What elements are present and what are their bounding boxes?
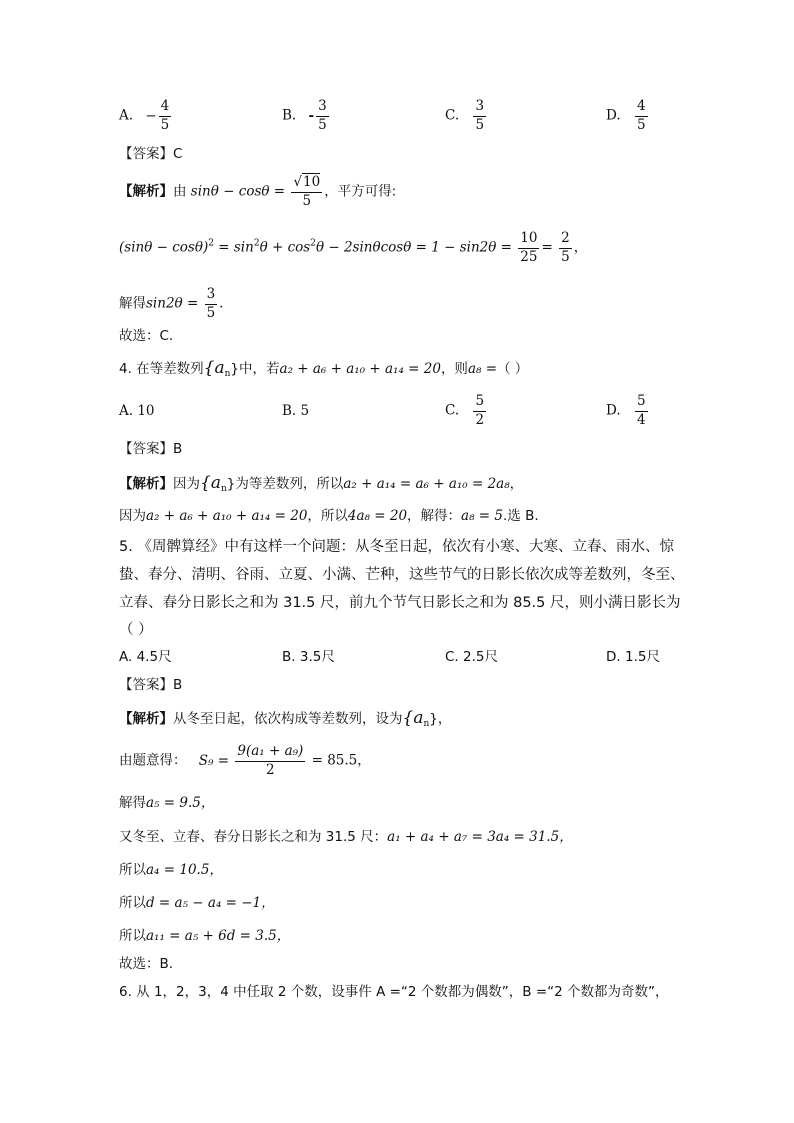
analysis-text: 由	[173, 183, 187, 200]
fraction-denominator: 5	[160, 116, 170, 133]
q3-analysis-line2: $(\sin\theta - \cos\theta)^2 = \sin^2\theta + \cos^2\theta - 2\sin\theta\cos\theta = 1 - \sin 2\theta$ = $\frac{10}{25}$ = $\frac{2}{5}$ ，	[119, 230, 588, 265]
sequence-notation: {a	[200, 473, 221, 493]
q5-choose: 故选：B.	[119, 956, 174, 972]
fraction-numerator: 4	[159, 100, 172, 117]
question-text: }中，若	[230, 361, 280, 377]
option-sign: -	[308, 107, 315, 124]
fraction-denominator: 4	[636, 411, 646, 428]
analysis-text: ，所以	[307, 508, 348, 524]
q4-option-b	[282, 405, 309, 419]
equation-fraction	[518, 232, 539, 264]
q4-option-d	[606, 395, 650, 427]
fraction-denominator: 5	[318, 116, 327, 133]
q4-answer: 【答案】B	[119, 441, 183, 457]
equation: S₉ =	[198, 752, 230, 769]
analysis-label: 【解析】	[119, 183, 173, 200]
equation: sin2θ =	[146, 295, 199, 312]
analysis-text: }为等差数列，所以	[226, 476, 344, 492]
option-label: C.	[445, 402, 460, 419]
fraction-denominator: 5	[302, 192, 312, 209]
option-label: B.	[282, 649, 296, 665]
option-fraction	[635, 100, 648, 132]
q5-stem-line1: 5. 《周髀算经》中有这样一个问题：从冬至日起，依次有小寒、大寒、立春、雨水、惊	[119, 539, 674, 555]
q4-option-a	[119, 405, 155, 419]
option-label: A.	[119, 107, 134, 124]
option-sign: −	[145, 107, 157, 124]
q5-analysis-line5	[119, 864, 223, 878]
option-label: D.	[606, 402, 621, 419]
q4-stem: 4. 在等差数列$\{a_n\}$中，若a₂ + a₆ + a₁₀ + a₁₄ = 20，则a₈ =（ ）	[119, 358, 529, 379]
fraction-numerator: 3	[316, 100, 329, 117]
q6-stem: 6. 从 1，2，3，4 中任取 2 个数，设事件 A =“2 个数都为偶数”，B =“2 个数都为奇数”，	[119, 984, 669, 1000]
option-text: 3.5尺	[299, 649, 335, 665]
analysis-text: 又冬至、立春、春分日影长之和为 31.5 尺：	[119, 829, 388, 845]
option-text: 1.5尺	[624, 649, 660, 665]
fraction-numerator: 10	[518, 232, 539, 249]
equation: a₈ = 5	[461, 508, 503, 524]
q5-stem-line2: 蛰、春分、清明、谷雨、立夏、小满、芒种，这些节气的日影长依次成等差数列，冬至、	[119, 567, 685, 583]
analysis-label: 【解析】	[119, 476, 173, 492]
question-text: 4. 在等差数列	[119, 361, 204, 377]
q3-option-c	[445, 100, 488, 132]
equation: a₄ = 10.5，	[146, 862, 223, 878]
equation: a₅ = 9.5，	[146, 795, 215, 811]
q4-analysis-line1: 【解析】因为$\{a_n\}$为等差数列，所以a₂ + a₁₄ = a₆ + a₁₀ = 2a₈，	[119, 473, 524, 494]
analysis-text: 因为	[119, 508, 146, 524]
option-label: C.	[445, 649, 459, 665]
option-label: D.	[606, 649, 621, 665]
fraction-denominator: 25	[520, 248, 538, 265]
analysis-text: 因为	[173, 476, 200, 492]
equation-fraction	[559, 232, 572, 264]
equation-fraction: $\frac{√10}{5}$	[293, 174, 321, 209]
option-label: D.	[606, 107, 621, 124]
equation: sinθ − cosθ =	[190, 183, 286, 200]
option-label: C.	[445, 107, 460, 124]
q4-option-c	[445, 395, 488, 427]
analysis-text: 从冬至日起，依次构成等差数列，设为	[173, 711, 403, 727]
option-label: B.	[282, 107, 297, 124]
analysis-text: 所以	[119, 862, 146, 878]
equation: = 85.5，	[311, 752, 371, 769]
option-label: A.	[119, 403, 134, 419]
analysis-text: ，	[509, 476, 524, 492]
sequence-notation: {a	[203, 358, 225, 378]
option-label: A.	[119, 649, 133, 665]
option-text: 4.5尺	[136, 649, 172, 665]
equation: a₁ + a₄ + a₇ = 3a₄ = 31.5，	[387, 829, 573, 845]
equation: 4a₈ = 20	[347, 508, 408, 524]
analysis-text: 解得	[119, 795, 146, 811]
fraction-denominator: 5	[206, 304, 216, 321]
option-text: 2.5尺	[463, 649, 498, 665]
q5-option-b	[282, 651, 335, 665]
q5-analysis-line2	[119, 745, 371, 777]
analysis-text: 所以	[119, 895, 146, 911]
analysis-text: .选 B.	[503, 508, 539, 524]
fraction-numerator: 3	[205, 288, 218, 305]
q5-analysis-line7	[119, 930, 290, 944]
equation: (sinθ − cosθ)	[119, 239, 209, 256]
fraction-denominator: 5	[636, 116, 646, 133]
q5-option-a	[119, 651, 172, 665]
equation: a₂ + a₁₄ = a₆ + a₁₀ = 2a₈	[343, 476, 510, 492]
equation: θ − 2sinθcosθ = 1 − sin2θ =	[315, 239, 512, 256]
q5-answer: 【答案】B	[119, 677, 183, 693]
fraction-denominator: 5	[475, 116, 485, 133]
option-fraction	[635, 395, 648, 427]
equation: d = a₅ − a₄ = −1，	[146, 895, 275, 911]
q3-choose: 故选：C.	[119, 328, 174, 344]
option-text: 5	[300, 403, 310, 419]
analysis-text: }，	[429, 711, 452, 727]
q4-analysis-line2	[119, 510, 539, 524]
analysis-label: 【解析】	[119, 711, 173, 727]
q5-option-d	[606, 651, 660, 665]
q3-analysis-line1	[119, 176, 396, 208]
fraction-denominator: 2	[266, 761, 275, 778]
fraction-numerator: 3	[473, 100, 486, 117]
q3-option-d	[606, 100, 650, 132]
equation: = sin	[218, 239, 254, 256]
fraction-numerator: 5	[635, 395, 648, 412]
question-text: ，则	[440, 361, 468, 377]
q5-analysis-line3	[119, 797, 214, 811]
q5-stem-line4: （ ）	[119, 622, 153, 638]
option-fraction	[159, 100, 172, 132]
fraction-numerator: 2	[559, 232, 572, 249]
analysis-text: ，平方可得:	[324, 183, 397, 200]
sequence-notation: {a	[402, 708, 424, 728]
answer-blank: （ ）	[497, 361, 529, 377]
q5-stem-line3: 立春、春分日影长之和为 31.5 尺，前九个节气日影长之和为 85.5 尺，则小满日影长为	[119, 595, 681, 611]
sqrt-radicand: 10	[303, 174, 321, 190]
analysis-text: ，解得：	[407, 508, 462, 524]
q5-analysis-line1: 【解析】从冬至日起，依次构成等差数列，设为$\{a_n\}$，	[119, 708, 452, 729]
fraction-numerator: 9(a₁ + a₉)	[235, 745, 305, 762]
fraction-denominator: 5	[561, 248, 570, 265]
equation: a₁₁ = a₅ + 6d = 3.5，	[146, 928, 291, 944]
fraction-numerator: 4	[635, 100, 648, 117]
equation-fraction	[235, 745, 305, 777]
fraction-denominator: 2	[475, 411, 485, 428]
option-fraction	[473, 395, 486, 427]
equation: a₈ =	[467, 361, 498, 377]
analysis-text: 解得	[119, 295, 146, 312]
q3-option-b	[282, 100, 331, 132]
q3-analysis-line3: 解得sin2θ = $\frac{3}{5}$ .	[119, 286, 224, 321]
fraction-numerator: 5	[473, 395, 486, 412]
option-label: B.	[282, 403, 297, 419]
q5-analysis-line4	[119, 831, 573, 845]
equation: θ + cos	[259, 239, 311, 256]
option-fraction	[316, 100, 329, 132]
equation-fraction	[205, 288, 218, 320]
analysis-text: 所以	[119, 928, 146, 944]
q5-analysis-line6	[119, 897, 275, 911]
q5-option-c	[445, 651, 498, 665]
option-text: 10	[137, 403, 155, 419]
option-fraction	[473, 100, 486, 132]
analysis-text: 由题意得：	[119, 752, 187, 769]
equation: a₂ + a₆ + a₁₀ + a₁₄ = 20	[279, 361, 441, 377]
q3-answer: 【答案】C	[119, 146, 183, 162]
q3-option-a	[119, 100, 173, 132]
equation: a₂ + a₆ + a₁₀ + a₁₄ = 20	[146, 508, 308, 524]
